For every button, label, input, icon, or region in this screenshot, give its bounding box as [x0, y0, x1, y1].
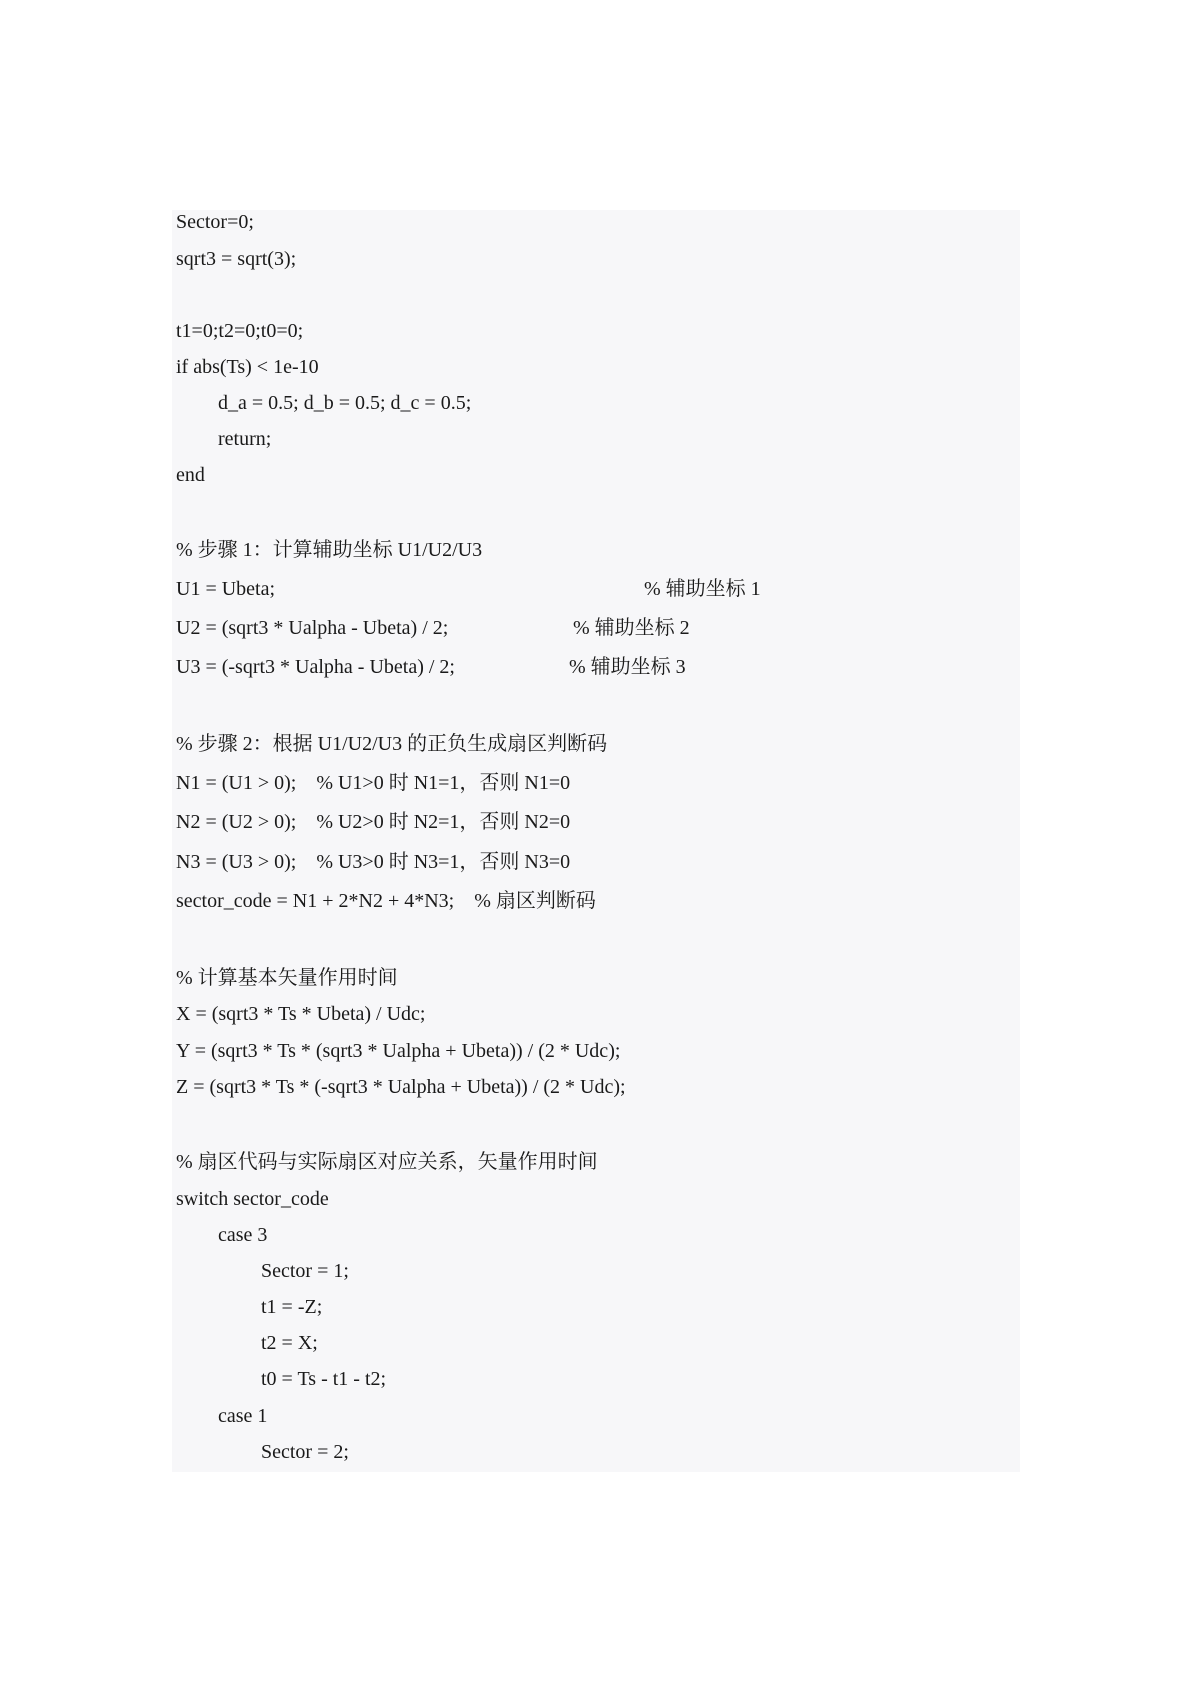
code-line: Y = (sqrt3 * Ts * (sqrt3 * Ualpha + Ubeta)) / (2 * Udc); [176, 1040, 621, 1062]
code-line: t1=0;t2=0;t0=0; [176, 320, 304, 342]
code-line: N2 = (U2 > 0); % U2>0 时 N2=1，否则 N2=0 [176, 811, 571, 833]
code-line: sector_code = N1 + 2*N2 + 4*N3; % 扇区判断码 [176, 890, 596, 912]
code-comment: % 步骤 1：计算辅助坐标 U1/U2/U3 [176, 539, 483, 561]
code-block [172, 210, 1020, 1472]
code-comment: % 步骤 2：根据 U1/U2/U3 的正负生成扇区判断码 [176, 733, 608, 755]
inline-comment: % 辅助坐标 3 [569, 656, 686, 678]
code-line: end [176, 464, 205, 486]
code-comment: % 计算基本矢量作用时间 [176, 967, 398, 989]
code-line: Z = (sqrt3 * Ts * (-sqrt3 * Ualpha + Ubeta)) / (2 * Udc); [176, 1076, 626, 1098]
code-line: case 1 [218, 1405, 268, 1427]
code-line: Sector = 1; [261, 1260, 349, 1282]
code-line: sqrt3 = sqrt(3); [176, 248, 297, 270]
code-line: return; [218, 428, 272, 450]
code-line: d_a = 0.5; d_b = 0.5; d_c = 0.5; [218, 392, 472, 414]
code-line: Sector=0; [176, 211, 254, 233]
code-comment: % 扇区代码与实际扇区对应关系，矢量作用时间 [176, 1151, 598, 1173]
code-line: if abs(Ts) < 1e-10 [176, 356, 319, 378]
code-line: switch sector_code [176, 1188, 329, 1210]
code-line: U1 = Ubeta; [176, 578, 276, 600]
code-line: t1 = -Z; [261, 1296, 323, 1318]
code-line: t0 = Ts - t1 - t2; [261, 1368, 387, 1390]
inline-comment: % 辅助坐标 2 [573, 617, 690, 639]
code-line: Sector = 2; [261, 1441, 349, 1463]
inline-comment: % 辅助坐标 1 [644, 578, 761, 600]
code-line: U2 = (sqrt3 * Ualpha - Ubeta) / 2; [176, 617, 449, 639]
code-line: U3 = (-sqrt3 * Ualpha - Ubeta) / 2; [176, 656, 455, 678]
code-line: N1 = (U1 > 0); % U1>0 时 N1=1，否则 N1=0 [176, 772, 571, 794]
code-line: N3 = (U3 > 0); % U3>0 时 N3=1，否则 N3=0 [176, 851, 571, 873]
code-line: t2 = X; [261, 1332, 318, 1354]
code-line: X = (sqrt3 * Ts * Ubeta) / Udc; [176, 1003, 426, 1025]
code-line: case 3 [218, 1224, 268, 1246]
